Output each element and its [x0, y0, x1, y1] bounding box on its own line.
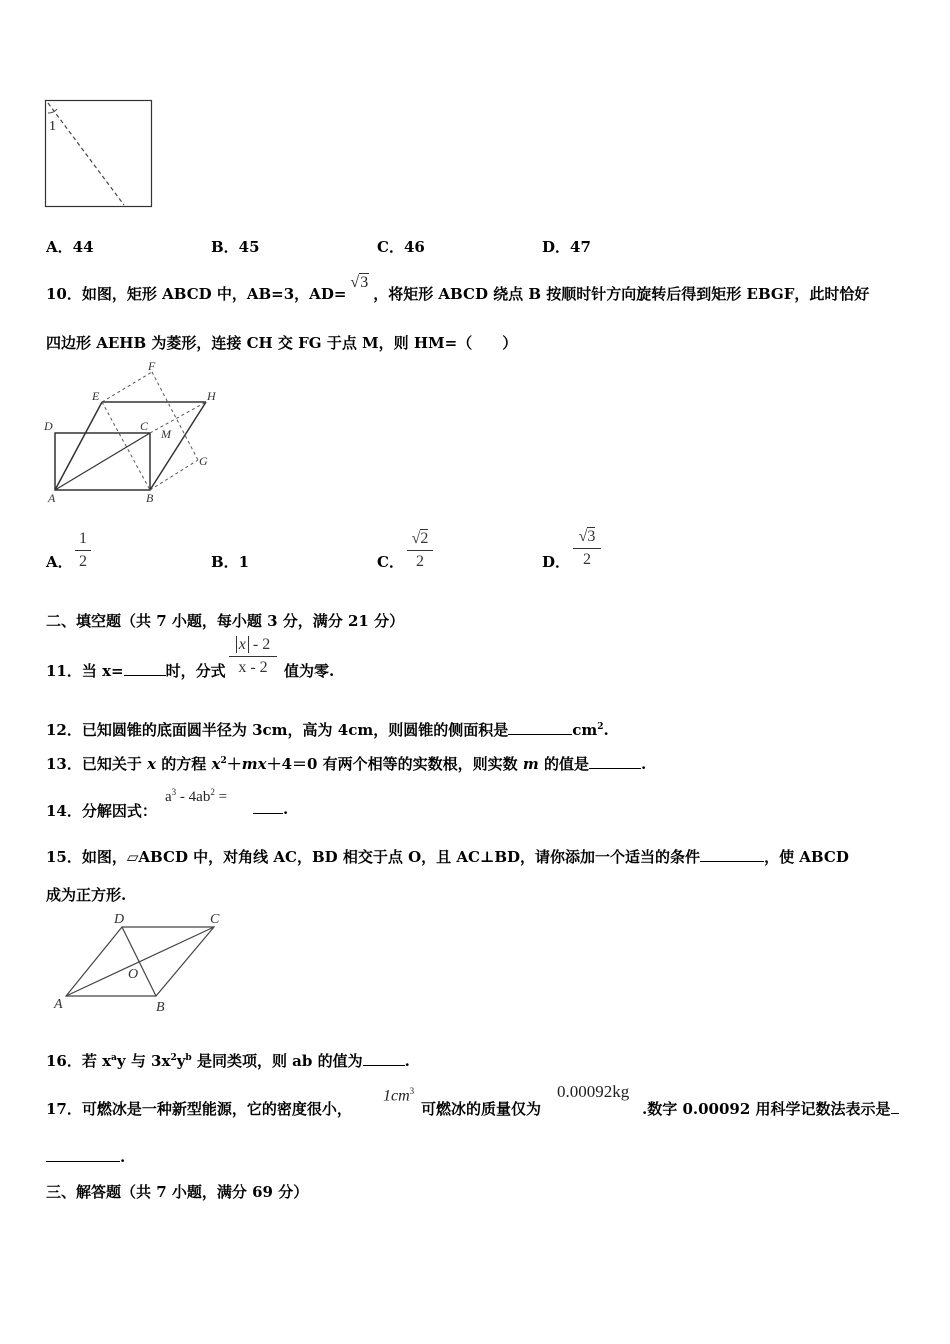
q10-sqrt-value: 3	[360, 274, 369, 291]
q10-label-b: B	[146, 491, 154, 505]
q9-option-a: A．44	[46, 238, 94, 256]
q15-line1: 15．如图，▱ABCD 中，对角线 AC，BD 相交于点 O，且 AC⊥BD，请你添加一个适当的条件 ，使 ABCD	[46, 848, 849, 866]
q10-suffix: ，将矩形 ABCD 绕点 B 按顺时针方向旋转后得到矩形 EBGF，此时恰好	[373, 285, 870, 303]
q15-label-o: O	[128, 967, 139, 982]
q10-figure	[40, 360, 220, 510]
q11-fraction	[229, 636, 277, 677]
q12-blank	[508, 734, 572, 735]
q13-blank	[589, 768, 641, 769]
q15-line2: 成为正方形.	[46, 886, 127, 904]
q15-figure	[50, 908, 230, 1018]
q9-option-b: B．45	[211, 238, 260, 256]
q17-mass: 0.00092kg	[557, 1082, 630, 1101]
section-2-heading: 二、填空题（共 7 小题，每小题 3 分，满分 21 分）	[46, 612, 405, 630]
q10-label-e: E	[92, 389, 100, 403]
q10-option-a-label: A．	[46, 553, 73, 571]
q10-label-a: A	[48, 491, 56, 505]
q10-prefix: 10．如图，矩形 ABCD 中，AB=3，AD=	[46, 285, 347, 303]
q9-angle-label: 1	[49, 119, 56, 134]
q14-prefix: 14．分解因式：	[46, 802, 157, 820]
q15-label-c: C	[210, 912, 220, 927]
q17-blank	[46, 1161, 120, 1162]
q10-option-c-label: C．	[377, 553, 404, 571]
q10-label-m: M	[161, 427, 171, 441]
q10-option-d-den: 2	[583, 551, 591, 568]
q10-label-c: C	[140, 419, 149, 433]
q10-option-b: B．1	[211, 553, 250, 571]
q10-label-h: H	[207, 389, 216, 403]
q11-den: x - 2	[238, 659, 268, 676]
q17-part3: .数字 0.00092 用科学记数法表示是	[642, 1098, 899, 1119]
q9-figure	[44, 99, 154, 209]
q10-option-a-frac	[75, 530, 91, 571]
q17-part1: 17．可燃冰是一种新型能源，它的密度很小，	[46, 1100, 352, 1118]
q10-sqrt: √3	[350, 274, 369, 291]
q17-blank-start	[891, 1113, 899, 1114]
q11-blank	[124, 675, 166, 676]
q10-option-d-frac: √3 2	[573, 528, 601, 569]
q12-line: 12．已知圆锥的底面圆半径为 3cm，高为 4cm，则圆锥的侧面积是 $cm^2$.	[46, 721, 609, 739]
q10-option-c-num: 2	[420, 530, 429, 547]
q10-label-g: G	[199, 454, 208, 468]
q17-line2: .	[46, 1148, 125, 1166]
q10-option-d-num: 3	[587, 528, 596, 545]
q10-option-c-den: 2	[416, 553, 424, 570]
q15-label-b: B	[156, 1000, 165, 1015]
q9-option-d: D．47	[542, 238, 591, 256]
q10-label-f: F	[148, 360, 156, 373]
q10-option-c-frac: √2 2	[407, 530, 433, 571]
q11-num-x: x	[236, 636, 249, 653]
q15-label-a: A	[54, 997, 63, 1012]
section-3-heading: 三、解答题（共 7 小题，满分 69 分）	[46, 1183, 309, 1201]
q11-suffix: 值为零.	[284, 662, 335, 680]
q14-expression: $a^3 - 4ab^2$ =	[165, 787, 228, 805]
q11-prefix: 11．当 x= 时，分式	[46, 662, 226, 680]
q15-blank	[700, 861, 764, 862]
q17-volume: $1cm^3$	[383, 1086, 415, 1105]
q10-option-d-label: D．	[542, 553, 571, 571]
q10-option-a-den: 2	[79, 553, 87, 570]
q16-blank	[363, 1065, 405, 1066]
q10-option-a-num: 1	[79, 530, 87, 547]
q10-line2: 四边形 AEHB 为菱形，连接 CH 交 FG 于点 M，则 HM=（ ）	[46, 334, 518, 352]
q14-answer: .	[253, 800, 288, 818]
q16-line: 16．若 $x^ay$ 与 $3x^2y^b$ 是同类项，则 ab 的值为 .	[46, 1052, 410, 1070]
q10-line1	[46, 274, 870, 304]
q10-label-d: D	[44, 419, 53, 433]
q13-line: 13．已知关于 x 的方程 $x^2+mx+4=0$ 有两个相等的实数根，则实数 m 的值是 .	[46, 755, 647, 773]
q15-label-d: D	[114, 912, 125, 927]
q11-num-rest: - 2	[248, 636, 271, 653]
q14-blank	[253, 813, 283, 814]
q9-option-c: C．46	[377, 238, 425, 256]
q17-part2: 可燃冰的质量仅为	[421, 1100, 542, 1118]
